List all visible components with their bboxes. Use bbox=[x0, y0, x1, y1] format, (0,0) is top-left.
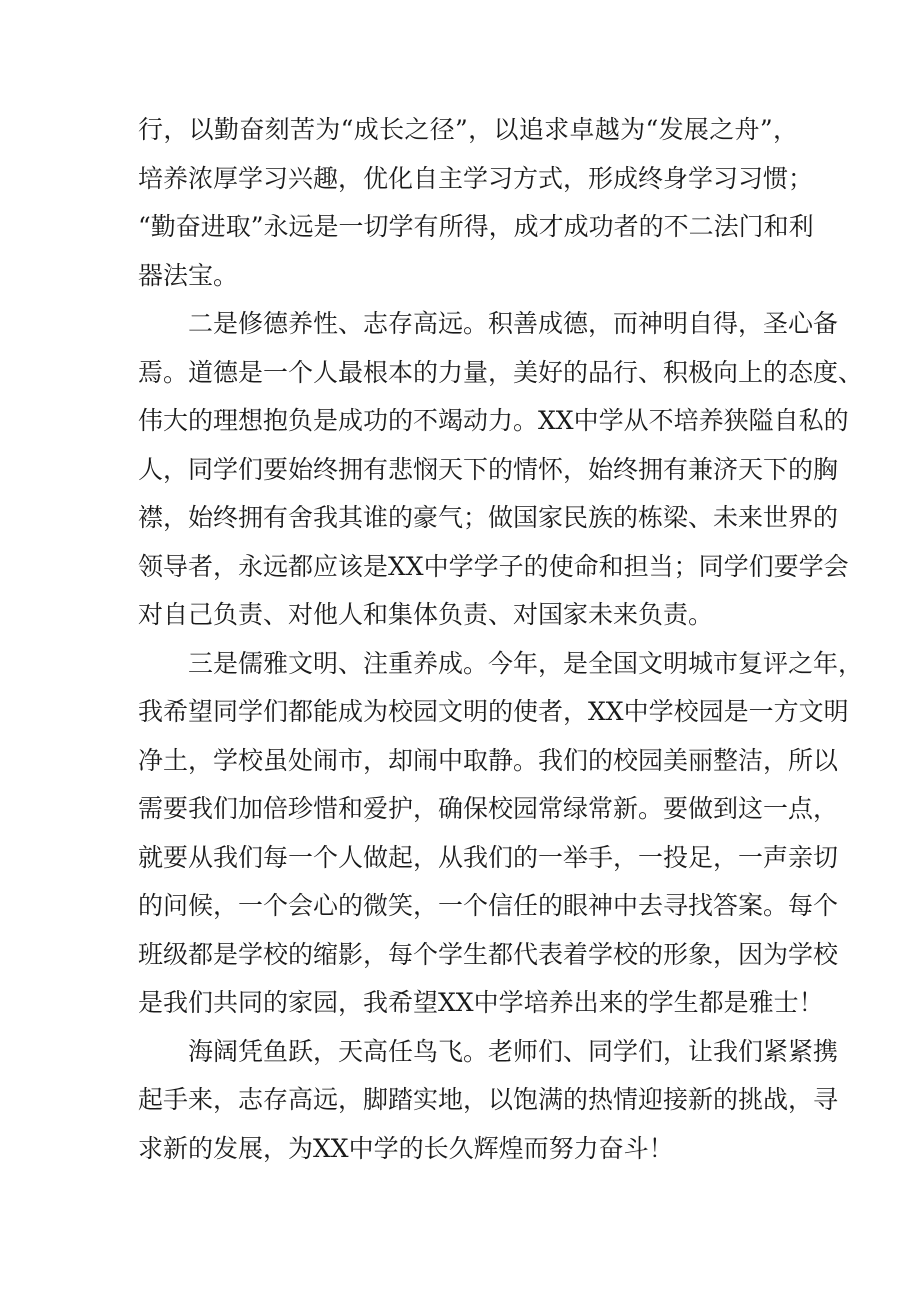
document-body bbox=[138, 106, 864, 1173]
text-line: 器法宝。 bbox=[138, 260, 239, 290]
text-line: 焉。道德是一个人最根本的力量，美好的品行、积极向上的态度、 bbox=[138, 357, 864, 387]
text-line: 我希望同学们都能成为校园文明的使者，XX中学校园是一方文明 bbox=[138, 697, 849, 726]
text-line: 人，同学们要始终拥有悲悯天下的情怀，始终拥有兼济天下的胸 bbox=[138, 454, 839, 484]
text-line: 净土，学校虽处闹市，却闹中取静。我们的校园美丽整洁，所以 bbox=[138, 745, 839, 775]
text-line: 行，以勤奋刻苦为“成长之径”，以追求卓越为“发展之舟”， bbox=[138, 115, 798, 144]
text-line: 培养浓厚学习兴趣，优化自主学习方式，形成终身学习习惯； bbox=[138, 163, 814, 193]
paragraph-virtue bbox=[138, 300, 864, 640]
text-line: 三是儒雅文明、注重养成。今年，是全国文明城市复评之年， bbox=[188, 648, 864, 678]
text-line: 海阔凭鱼跃，天高任鸟飞。老师们、同学们，让我们紧紧携 bbox=[188, 1036, 839, 1066]
text-line: 求新的发展，为XX中学的长久辉煌而努力奋斗！ bbox=[138, 1133, 674, 1163]
text-line: 是我们共同的家园，我希望XX中学培养出来的学生都是雅士！ bbox=[138, 988, 824, 1017]
paragraph-closing bbox=[138, 1028, 839, 1174]
text-line: 起手来，志存高远，脚踏实地，以饱满的热情迎接新的挑战，寻 bbox=[138, 1085, 839, 1114]
paragraph-civility bbox=[138, 640, 864, 1028]
text-line: 需要我们加倍珍惜和爱护，确保校园常绿常新。要做到这一点， bbox=[138, 794, 839, 823]
text-line: 就要从我们每一个人做起，从我们的一举手，一投足，一声亲切 bbox=[138, 842, 839, 872]
text-line: “勤奋进取”永远是一切学有所得，成才成功者的不二法门和利 bbox=[138, 212, 814, 241]
text-line: 对自己负责、对他人和集体负责、对国家未来负责。 bbox=[138, 600, 714, 629]
text-line: 襟，始终拥有舍我其谁的豪气；做国家民族的栋梁、未来世界的 bbox=[138, 503, 839, 532]
text-line: 领导者，永远都应该是XX中学学子的使命和担当；同学们要学会 bbox=[138, 551, 849, 581]
text-line: 班级都是学校的缩影，每个学生都代表着学校的形象，因为学校 bbox=[138, 939, 839, 969]
paragraph-continuation bbox=[138, 106, 814, 300]
text-line: 二是修德养性、志存高远。积善成德，而神明自得，圣心备 bbox=[188, 309, 839, 338]
text-line: 的问候，一个会心的微笑，一个信任的眼神中去寻找答案。每个 bbox=[138, 891, 839, 920]
text-line: 伟大的理想抱负是成功的不竭动力。XX中学从不培养狭隘自私的 bbox=[138, 406, 849, 435]
